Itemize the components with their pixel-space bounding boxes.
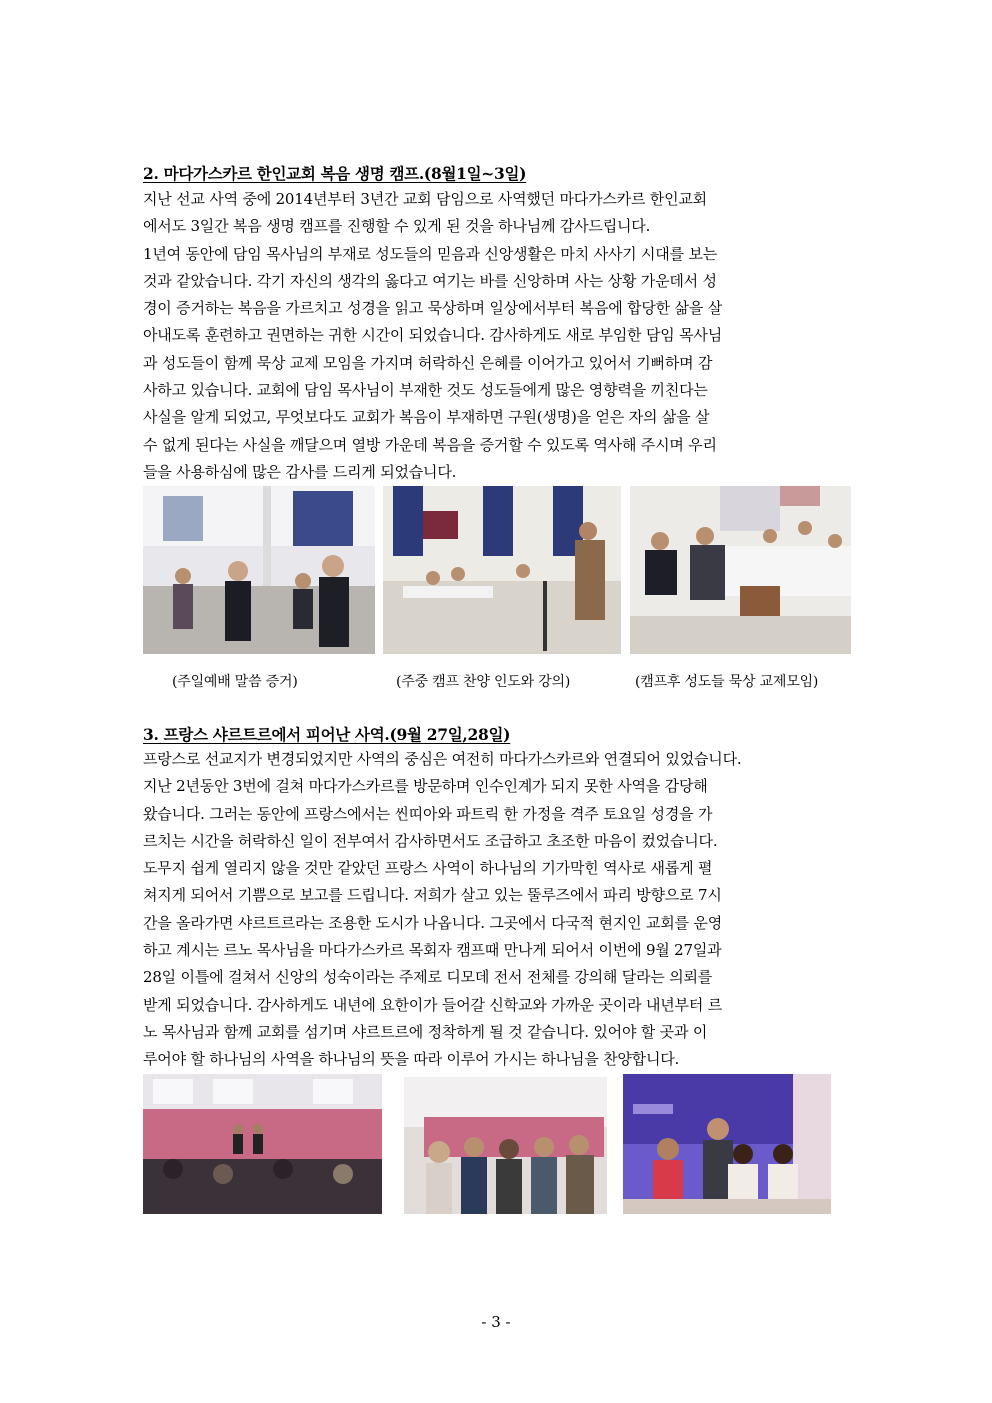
paragraph-line: 들을 사용하심에 많은 감사를 드리게 되었습니다. bbox=[143, 462, 457, 481]
paragraph-line: 루어야 할 하나님의 사역을 하나님의 뜻을 따라 이루어 가시는 하나님을 찬양합니다. bbox=[143, 1050, 680, 1069]
paragraph-line: 에서도 3일간 복음 생명 캠프를 진행할 수 있게 된 것을 하나님께 감사드립니다. bbox=[143, 217, 651, 236]
paragraph-line: 프랑스로 선교지가 변경되었지만 사역의 중심은 여전히 마다가스카르와 연결되어 있었습니다. bbox=[143, 750, 742, 768]
paragraph-line: 왔습니다. 그러는 동안에 프랑스에서는 씬띠아와 파트릭 한 가정을 격주 토요일 성경을 가 bbox=[143, 804, 713, 823]
photo-children-group bbox=[623, 1074, 831, 1214]
paragraph-line: 르치는 시간을 허락하신 일이 전부여서 감사하면서도 조급하고 초조한 마음이 컸었습니다. bbox=[143, 831, 718, 850]
paragraph-line: 경이 증거하는 복음을 가르치고 성경을 읽고 묵상하며 일상에서부터 복음에 합당한 삶을 살 bbox=[143, 299, 722, 318]
photo-caption: (주일예배 말씀 증거) bbox=[172, 674, 298, 690]
photo-sunday-sermon bbox=[143, 486, 375, 654]
paragraph-line: 수 없게 된다는 사실을 깨달으며 열방 가운데 복음을 증거할 수 있도록 역사해 주시며 우리 bbox=[143, 435, 717, 454]
photo-chartres-lecture bbox=[143, 1074, 382, 1214]
paragraph-line: 것과 같았습니다. 각기 자신의 생각의 옳다고 여기는 바를 신앙하며 사는 상황 가운데서 성 bbox=[143, 271, 717, 290]
section-2-heading: 2. 마다가스카르 한인교회 복음 생명 캠프.(8월1일~3일) bbox=[143, 164, 527, 183]
section-3-body bbox=[143, 746, 855, 1074]
paragraph-line: 노 목사님과 함께 교회를 섬기며 샤르트르에 정착하게 될 것 같습니다. 있어야 할 곳과 이 bbox=[143, 1022, 708, 1041]
paragraph-line: 받게 되었습니다. 감사하게도 내년에 요한이가 들어갈 신학교와 가까운 곳이라 내년부터 르 bbox=[143, 995, 722, 1014]
paragraph-line: 도무지 쉽게 열리지 않을 것만 같았던 프랑스 사역이 하나님의 기가막힌 역사로 새롭게 펼 bbox=[143, 859, 713, 878]
paragraph-line: 사하고 있습니다. 교회에 담임 목사님이 부재한 것도 성도들에게 많은 영향력을 끼친다는 bbox=[143, 381, 708, 400]
paragraph-line: 과 성도들이 함께 묵상 교제 모임을 가지며 허락하신 은혜를 이어가고 있어서 기뻐하며 감 bbox=[143, 353, 713, 372]
paragraph-line: 1년여 동안에 담임 목사님의 부재로 성도들의 믿음과 신앙생활은 마치 사사기 시대를 보는 bbox=[143, 244, 718, 263]
photo-caption: (주중 캠프 찬양 인도와 강의) bbox=[396, 674, 571, 690]
paragraph-line: 간을 올라가면 샤르트르라는 조용한 도시가 나옵니다. 그곳에서 다국적 현지인 교회를 운영 bbox=[143, 913, 722, 932]
paragraph-line: 아내도록 훈련하고 권면하는 귀한 시간이 되었습니다. 감사하게도 새로 부임한 담임 목사님 bbox=[143, 326, 722, 345]
paragraph-line: 사실을 알게 되었고, 무엇보다도 교회가 복음이 부재하면 구원(생명)을 얻은 자의 삶을 살 bbox=[143, 408, 710, 427]
section-3-heading: 3. 프랑스 샤르트르에서 피어난 사역.(9월 27일,28일) bbox=[143, 725, 511, 744]
page-number: - 3 - bbox=[481, 1313, 511, 1331]
paragraph-line: 지난 선교 사역 중에 2014년부터 3년간 교회 담임으로 사역했던 마다가스카르 한인교회 bbox=[143, 190, 707, 208]
photo-camp-worship bbox=[383, 486, 621, 654]
paragraph-line: 28일 이틀에 걸쳐서 신앙의 성숙이라는 주제로 디모데 전서 전체를 강의해 달라는 의뢰를 bbox=[143, 968, 713, 987]
paragraph-line: 쳐지게 되어서 기쁨으로 보고를 드립니다. 저희가 살고 있는 뚤루즈에서 파리 방향으로 7시 bbox=[143, 886, 722, 905]
paragraph-line: 지난 2년동안 3번에 걸쳐 마다가스카르를 방문하며 인수인계가 되지 못한 사역을 감당해 bbox=[143, 777, 708, 796]
photo-group-with-cups bbox=[404, 1077, 607, 1214]
section-2-body bbox=[143, 186, 855, 486]
paragraph-line: 하고 계시는 르노 목사님을 마다가스카르 목회자 캠프때 만나게 되어서 이번에 9월 27일과 bbox=[143, 941, 722, 960]
photo-fellowship-meeting bbox=[630, 486, 851, 654]
photo-caption: (캠프후 성도들 묵상 교제모임) bbox=[635, 674, 819, 690]
